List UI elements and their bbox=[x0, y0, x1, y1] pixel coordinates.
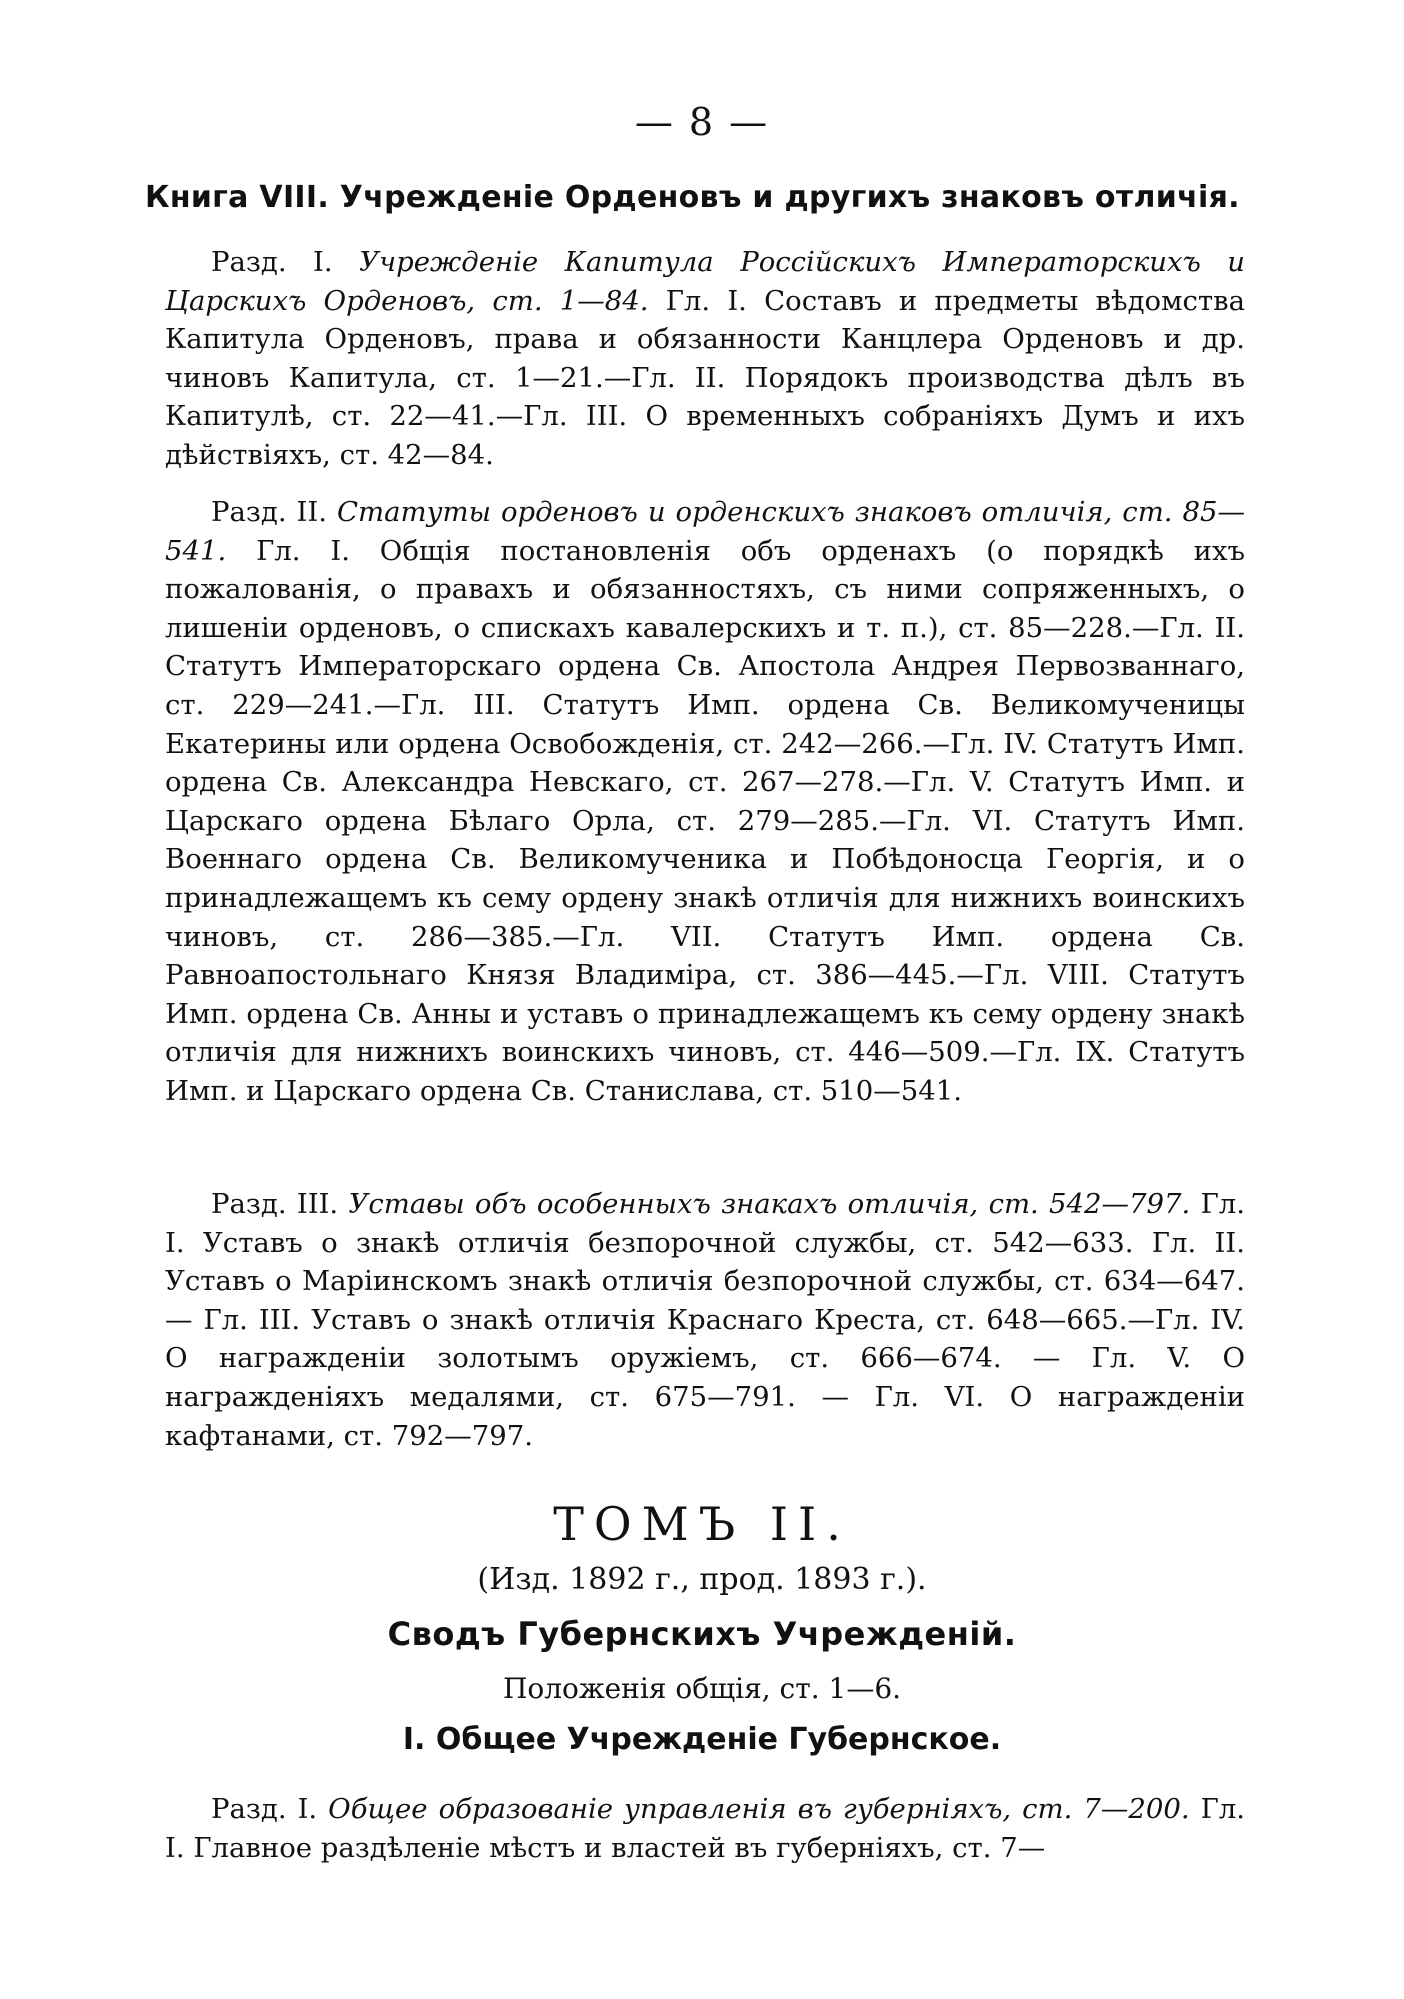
section-3-label: Разд. III. bbox=[211, 1188, 339, 1220]
section-4-label: Разд. I. bbox=[211, 1793, 318, 1825]
section-2-title: Статуты орденовъ и орденскихъ знаковъ отличія, ст. 85—541. bbox=[165, 496, 1245, 567]
section-4-paragraph bbox=[165, 1790, 1245, 1867]
section-1-body: Гл. I. Составъ и предметы вѣдомства Капитула Орденовъ, права и обязанности Канцлера Орденовъ и др. чиновъ Капитула, ст. 1—21.—Гл. II. Порядокъ производства дѣлъ въ Капитулѣ, ст. 22—41.—Гл. III. О временныхъ собраніяхъ Думъ и ихъ дѣйствіяхъ, ст. 42—84. bbox=[165, 284, 1245, 471]
section-3-paragraph bbox=[165, 1185, 1245, 1455]
section-2-body: Гл. I. Общія постановленія объ орденахъ (о порядкѣ ихъ пожалованія, о правахъ и обязанностяхъ, съ ними сопряженныхъ, о лишеніи орденовъ, о спискахъ кавалерскихъ и т. п.), ст. 85—228.—Гл. II. Статутъ Императорскаго ордена Св. Апостола Андрея Первозваннаго, ст. 229—241.—Гл. III. Статутъ Имп. ордена Св. Великомученицы Екатерины или ордена Освобожденія, ст. 242—266.—Гл. IV. Статутъ Имп. ордена Св. Александра Невскаго, ст. 267—278.—Гл. V. Статутъ Имп. и Царскаго ордена Бѣлаго Орла, ст. 279—285.—Гл. VI. Статутъ Имп. Военнаго ордена Св. Великомученика и Побѣдоносца Георгія, и о принадлежащемъ къ сему ордену знакѣ отличія для нижнихъ воинскихъ чиновъ, ст. 286—385.—Гл. VII. Статутъ Имп. ордена Св. Равноапостольнаго Князя Владиміра, ст. 386—445.—Гл. VIII. Статутъ Имп. ордена Св. Анны и уставъ о принадлежащемъ къ сему ордену знакѣ отличія для нижнихъ воинскихъ чиновъ, ст. 446—509.—Гл. IX. Статутъ Имп. и Царскаго ордена Св. Станислава, ст. 510—541. bbox=[165, 534, 1245, 1107]
section-2-paragraph bbox=[165, 493, 1245, 1111]
section-4-body: Гл. I. Главное раздѣленіе мѣстъ и властей въ губерніяхъ, ст. 7— bbox=[165, 1793, 1245, 1864]
code-title: Сводъ Губернскихъ Учрежденій. bbox=[387, 1615, 1017, 1653]
part-heading: I. Общее Учрежденіе Губернское. bbox=[402, 1722, 1002, 1757]
section-3-title: Уставы объ особенныхъ знакахъ отличія, ст. 542—797. bbox=[348, 1188, 1191, 1220]
edition-line: (Изд. 1892 г., прод. 1893 г.). bbox=[477, 1562, 927, 1597]
section-4-title: Общее образованіе управленія въ губерніяхъ, ст. 7—200. bbox=[328, 1793, 1190, 1825]
section-3-body: Гл. I. Уставъ о знакѣ отличія безпорочной службы, ст. 542—633. Гл. II. Уставъ о Маріинскомъ знакѣ отличія безпорочной службы, ст. 634—647. — Гл. III. Уставъ о знакѣ отличія Краснаго Креста, ст. 648—665.—Гл. IV. О награжденіи золотымъ оружіемъ, ст. 666—674. — Гл. V. О награжденіяхъ медалями, ст. 675—791. — Гл. VI. О награжденіи кафтанами, ст. 792—797. bbox=[165, 1188, 1245, 1452]
section-1-paragraph bbox=[165, 243, 1245, 475]
volume-title: ТОМЪ II. bbox=[553, 1497, 851, 1551]
section-1-title: Учрежденіе Капитула Россійскихъ Императорскихъ и Царскихъ Орденовъ, ст. 1—84. bbox=[165, 246, 1245, 317]
section-1-label: Разд. I. bbox=[211, 246, 333, 278]
book-heading: Книга VIII. Учрежденіе Орденовъ и другихъ знаковъ отличія. bbox=[145, 180, 1240, 215]
page-number: — 8 — bbox=[634, 100, 770, 144]
general-provisions: Положенія общія, ст. 1—6. bbox=[502, 1672, 902, 1705]
section-2-label: Разд. II. bbox=[211, 496, 328, 528]
